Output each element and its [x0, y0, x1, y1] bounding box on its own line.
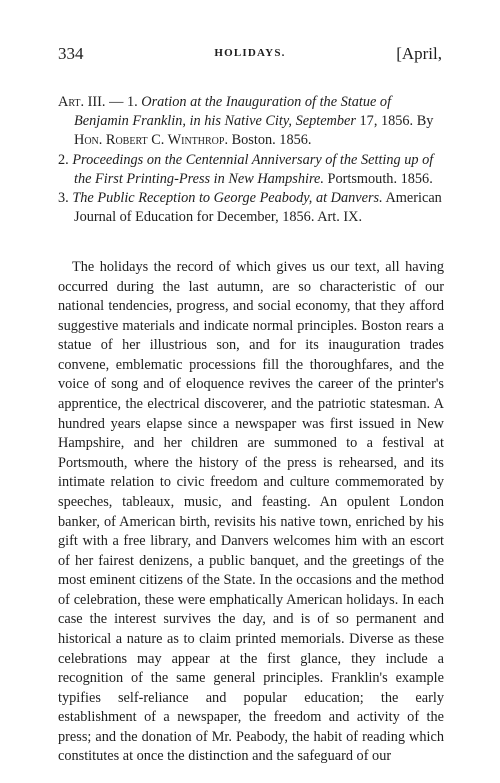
- reference-2: [58, 151, 444, 189]
- reference-publication: Portsmouth. 1856.: [327, 170, 433, 187]
- reference-number: 3.: [58, 190, 69, 207]
- running-month: [April,: [396, 44, 442, 63]
- reference-author: Hon. Robert C. Winthrop.: [74, 132, 229, 149]
- body-paragraph: The holidays the record of which gives us our text, all having occurred during the last autumn, are so characteristic of our national tendencies, progress, and social economy, that they afford suggestive materials and indicate normal principles. Boston rears a statue of her illustrious son, and for its inauguration trades convene, emblematic processions fill the thoroughfares, and the voice of song and of eloquence revives the career of the printer's apprentice, the electrical discoverer, and the patriotic statesman. A hundred years elapse since a newspaper was first issued in New Hampshire, and her children are summoned to a festival at Portsmouth, where the history of the press is rehearsed, and its intimate relation to civic freedom and culture commemorated by speeches, tableaux, music, and feasting. An opulent London banker, of American birth, revisits his native town, enriched by his gift with a free library, and Danvers welcomes him with an escort of her fairest denizens, a public banquet, and the greetings of the most eminent citizens of the State. In the occasions and the method of celebration, these were emphatically American holidays. In each case the interest survives the day, and is of so permanent and historical a nature as to claim printed memorials. Diverse as these celebrations may appear at the first glance, they include a recognition of the same general principles. Franklin's example typifies self-reliance and popular education; the early establishment of a newspaper, the freedom and activity of the press; and the donation of Mr. Peabody, the habit of reading which constitutes at once the distinction and the safeguard of our: [58, 259, 444, 765]
- reference-publication: Boston. 1856.: [231, 132, 312, 149]
- page-header: [58, 44, 442, 66]
- article-references: [58, 93, 444, 227]
- reference-3: [58, 189, 444, 227]
- page-number: 334: [58, 44, 84, 63]
- article-number: Art. III. — 1.: [58, 94, 138, 110]
- reference-publication: American Journal of Education for December, 1856. Art. IX.: [74, 190, 442, 226]
- reference-title: Proceedings on the Centennial Anniversary of the Setting up of the First Printing-Press in New Hampshire.: [72, 151, 434, 187]
- reference-title: Oration at the Inauguration of the Statue of Benjamin Franklin, in his Native City, September: [74, 94, 392, 130]
- article-body: [58, 258, 444, 767]
- reference-title: The Public Reception to George Peabody, at Danvers.: [72, 190, 383, 207]
- reference-by: By: [416, 113, 434, 130]
- running-title: HOLIDAYS.: [214, 47, 286, 59]
- reference-date: 17, 1856.: [359, 113, 414, 130]
- reference-1: [58, 93, 444, 151]
- reference-number: 2.: [58, 151, 69, 168]
